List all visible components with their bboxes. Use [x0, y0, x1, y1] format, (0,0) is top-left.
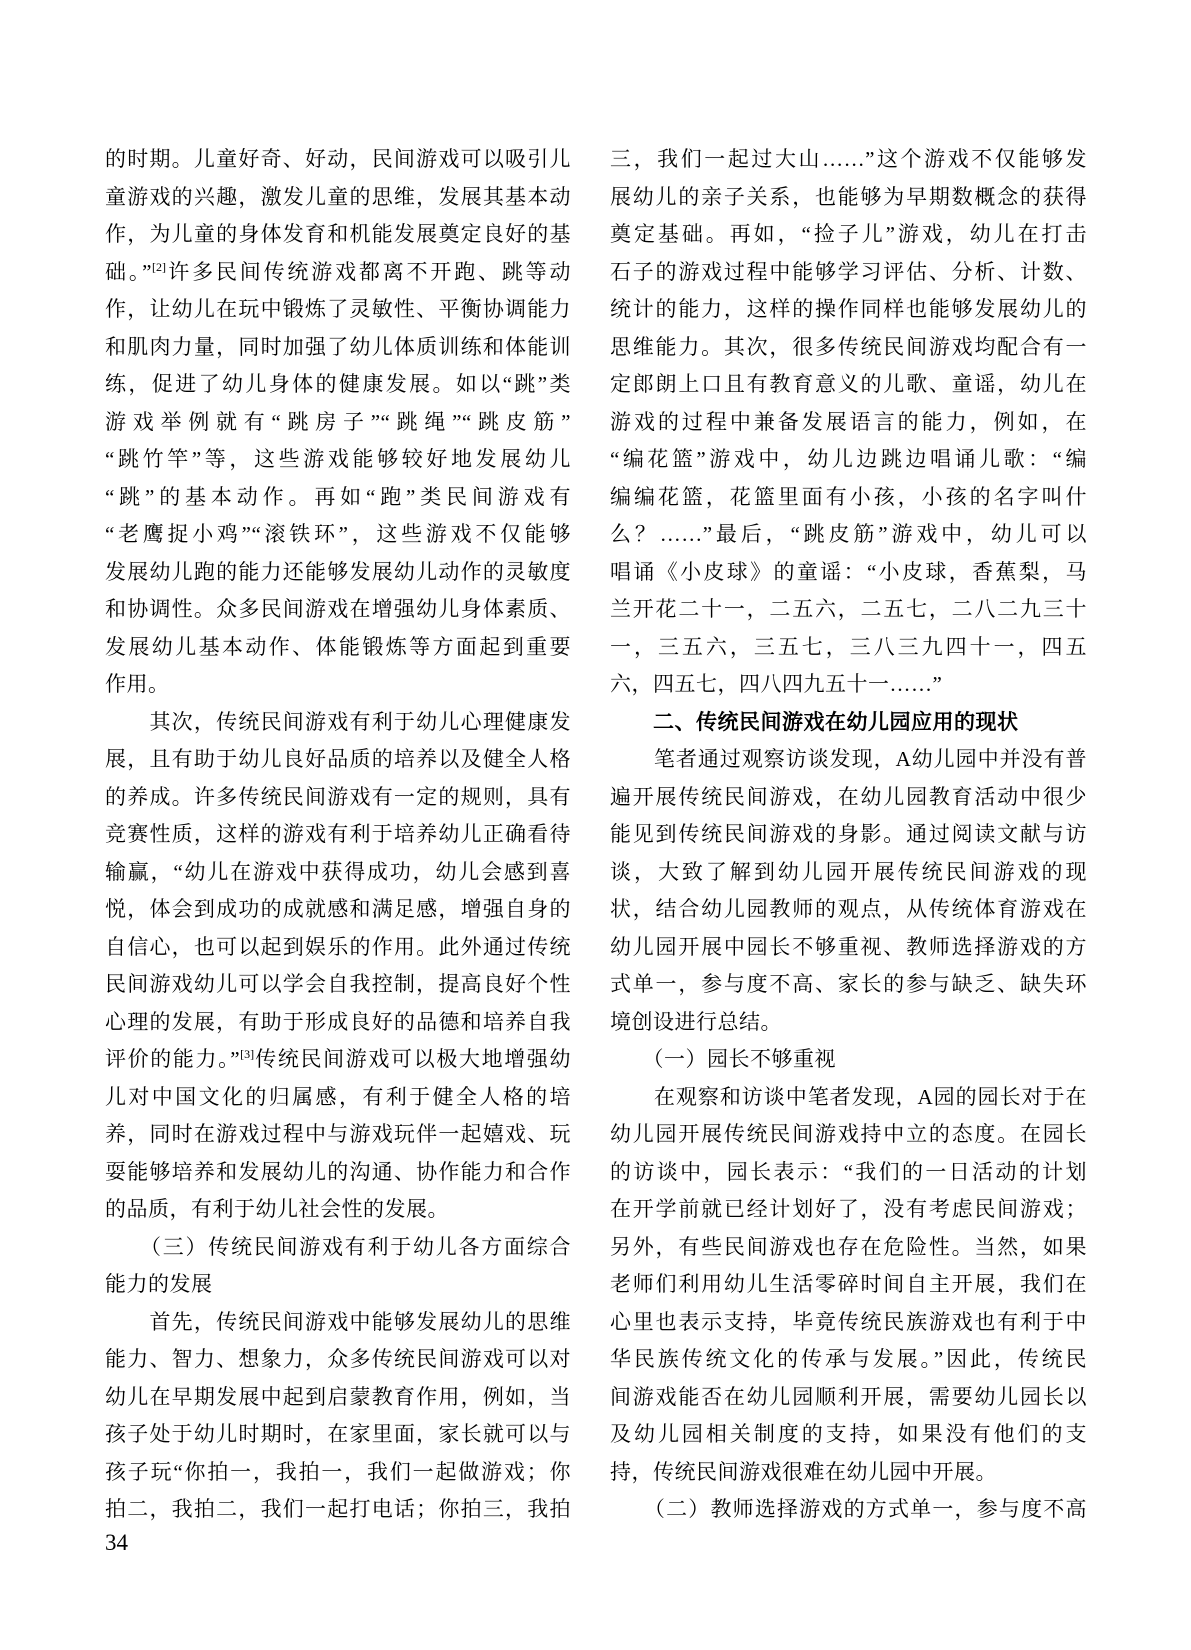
text-line: 能力的发展: [105, 1272, 213, 1296]
text-line: 拍二，我拍二，我们一起打电话；你拍三，我拍: [105, 1497, 571, 1521]
text-line: （二）教师选择游戏的方式单一，参与度不高: [610, 1497, 1087, 1521]
text-line: 能见到传统民间游戏的身影。通过阅读文献与访: [610, 822, 1087, 846]
text-line: 的品质，有利于幼儿社会性的发展。: [105, 1197, 449, 1221]
text-line: （一）园长不够重视: [610, 1047, 836, 1071]
text-line: 兰开花二十一，二五六，二五七，二八二九三十: [610, 597, 1087, 621]
text-line: 三，我们一起过大山……”这个游戏不仅能够发: [610, 147, 1087, 171]
text-line: 练，促进了幼儿身体的健康发展。如以“跳”类: [105, 372, 571, 396]
text-line: 式单一，参与度不高、家长的参与缺乏、缺失环: [610, 972, 1087, 996]
text-line: 幼儿在早期发展中起到启蒙教育作用，例如，当: [105, 1384, 571, 1409]
text-line: “跳”的基本动作。再如“跑”类民间游戏有: [105, 484, 571, 509]
text-line: 其次，传统民间游戏有利于幼儿心理健康发: [105, 709, 571, 734]
text-line: 作，让幼儿在玩中锻炼了灵敏性、平衡协调能力: [105, 297, 571, 321]
text-line: 华民族传统文化的传承与发展。”因此，传统民: [610, 1347, 1087, 1371]
text-line: 一，三五六，三五七，三八三九四十一，四五: [610, 634, 1087, 659]
section-heading: 二、传统民间游戏在幼儿园应用的现状: [610, 710, 1019, 734]
text-line: 能力、智力、想象力，众多传统民间游戏可以对: [105, 1347, 571, 1371]
text-line: 遍开展传统民间游戏，在幼儿园教育活动中很少: [610, 784, 1087, 809]
text-line: 儿对中国文化的归属感，有利于健全人格的培: [105, 1084, 571, 1109]
text-line: 唱诵《小皮球》的童谣：“小皮球，香蕉梨，马: [610, 559, 1087, 584]
text-line: 悦，体会到成功的成就感和满足感，增强自身的: [105, 897, 571, 921]
text-line: 作，为儿童的身体发育和机能发展奠定良好的基: [105, 222, 571, 246]
text-line: 和协调性。众多民间游戏在增强幼儿身体素质、: [105, 597, 571, 621]
text-line: 和肌肉力量，同时加强了幼儿体质训练和体能训: [105, 334, 571, 359]
text-line: “编花篮”游戏中，幼儿边跳边唱诵儿歌：“编: [610, 447, 1087, 471]
text-line: （三）传统民间游戏有利于幼儿各方面综合: [105, 1234, 571, 1259]
left-column: [105, 141, 571, 1529]
text-line: 展，且有助于幼儿良好品质的培养以及健全人格: [105, 747, 571, 771]
text-line: 六，四五七，四八四九五十一……”: [610, 672, 943, 696]
text-line: 在观察和访谈中笔者发现，A园的园长对于在: [610, 1084, 1087, 1109]
text-line: 自信心，也可以起到娱乐的作用。此外通过传统: [105, 934, 571, 959]
text-line: 石子的游戏过程中能够学习评估、分析、计数、: [610, 259, 1087, 284]
text-line: 首先，传统民间游戏中能够发展幼儿的思维: [105, 1309, 571, 1334]
text-line: 境创设进行总结。: [610, 1009, 782, 1034]
text-line: 老师们利用幼儿生活零碎时间自主开展，我们在: [610, 1272, 1087, 1296]
text-line: 孩子玩“你拍一，我拍一，我们一起做游戏；你: [105, 1459, 571, 1484]
text-line: 状，结合幼儿园教师的观点，从传统体育游戏在: [610, 897, 1087, 921]
text-line: 养，同时在游戏过程中与游戏玩伴一起嬉戏、玩: [105, 1122, 571, 1146]
text-line: 耍能够培养和发展幼儿的沟通、协作能力和合作: [105, 1159, 571, 1184]
text-line: 间游戏能否在幼儿园顺利开展，需要幼儿园长以: [610, 1384, 1087, 1409]
text-line: 竞赛性质，这样的游戏有利于培养幼儿正确看待: [105, 822, 571, 846]
text-line: 展幼儿的亲子关系，也能够为早期数概念的获得: [610, 184, 1087, 209]
text-line: 奠定基础。再如，“捡子儿”游戏，幼儿在打击: [610, 222, 1087, 246]
text-line: 础。”[2]许多民间传统游戏都离不开跑、跳等动: [105, 259, 572, 284]
footnote-reference: [3]: [240, 1047, 255, 1061]
text-line: 输赢，“幼儿在游戏中获得成功，幼儿会感到喜: [105, 859, 571, 884]
text-line: 么？……”最后，“跳皮筋”游戏中，幼儿可以: [610, 522, 1087, 546]
text-line: 孩子处于幼儿时期时，在家里面，家长就可以与: [105, 1422, 571, 1446]
text-line: 的时期。儿童好奇、好动，民间游戏可以吸引儿: [105, 147, 571, 171]
text-line: 笔者通过观察访谈发现，A幼儿园中并没有普: [610, 747, 1087, 771]
text-line: 心理的发展，有助于形成良好的品德和培养自我: [105, 1009, 571, 1034]
text-line: 在开学前就已经计划好了，没有考虑民间游戏；: [610, 1197, 1087, 1221]
text-line: 的养成。许多传统民间游戏有一定的规则，具有: [105, 784, 571, 809]
text-line: 幼儿园开展传统民间游戏持中立的态度。在园长: [610, 1122, 1087, 1146]
text-line: 游戏的过程中兼备发展语言的能力，例如，在: [610, 409, 1087, 434]
text-line: 幼儿园开展中园长不够重视、教师选择游戏的方: [610, 934, 1087, 959]
text-line: 持，传统民间游戏很难在幼儿园中开展。: [610, 1459, 997, 1484]
text-line: 编编花篮，花篮里面有小孩，小孩的名字叫什: [610, 484, 1087, 509]
text-columns: [105, 141, 1087, 1529]
text-line: “老鹰捉小鸡”“滚铁环”，这些游戏不仅能够: [105, 522, 571, 546]
text-line: 作用。: [105, 672, 170, 696]
text-line: 统计的能力，这样的操作同样也能够发展幼儿的: [610, 297, 1087, 321]
right-column: [610, 141, 1087, 1529]
text-line: “跳竹竿”等，这些游戏能够较好地发展幼儿: [105, 447, 571, 471]
text-line: 游戏举例就有“跳房子”“跳绳”“跳皮筋”: [105, 409, 571, 434]
text-line: 评价的能力。”[3]传统民间游戏可以极大地增强幼: [105, 1047, 571, 1071]
text-line: 发展幼儿基本动作、体能锻炼等方面起到重要: [105, 634, 571, 659]
text-line: 谈，大致了解到幼儿园开展传统民间游戏的现: [610, 859, 1087, 884]
text-line: 民间游戏幼儿可以学会自我控制，提高良好个性: [105, 972, 571, 996]
text-line: 心里也表示支持，毕竟传统民族游戏也有利于中: [610, 1309, 1087, 1334]
text-line: 思维能力。其次，很多传统民间游戏均配合有一: [610, 334, 1087, 359]
text-line: 的访谈中，园长表示：“我们的一日活动的计划: [610, 1159, 1087, 1184]
text-line: 童游戏的兴趣，激发儿童的思维，发展其基本动: [105, 184, 571, 209]
page-number: 34: [105, 1530, 128, 1555]
text-line: 定郎朗上口且有教育意义的儿歌、童谣，幼儿在: [610, 372, 1087, 396]
text-line: 另外，有些民间游戏也存在危险性。当然，如果: [610, 1234, 1087, 1259]
text-line: 发展幼儿跑的能力还能够发展幼儿动作的灵敏度: [105, 559, 571, 584]
footnote-reference: [2]: [151, 259, 166, 274]
text-line: 及幼儿园相关制度的支持，如果没有他们的支: [610, 1422, 1087, 1446]
